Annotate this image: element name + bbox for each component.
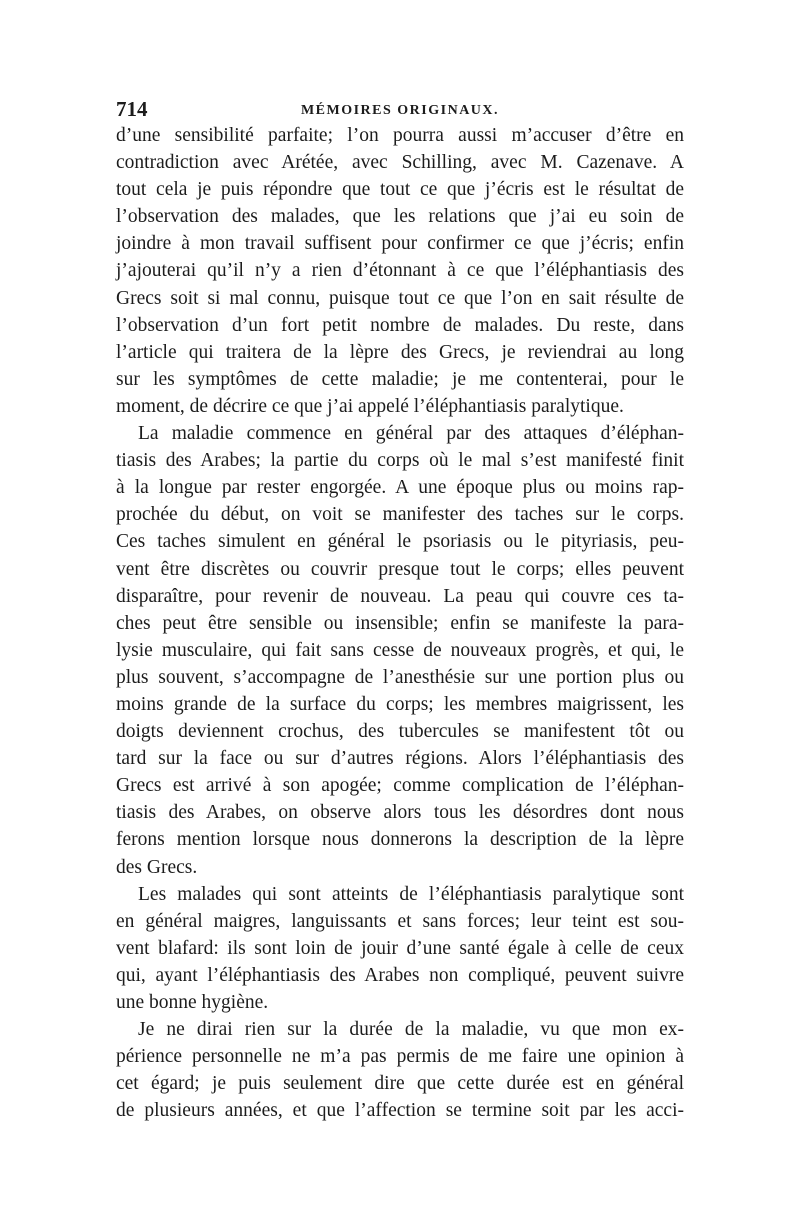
text-line: tout cela je puis répondre que tout ce que j’écris est le résultat de — [116, 179, 684, 201]
running-head: MÉMOIRES ORIGINAUX. — [300, 103, 500, 118]
paragraph — [116, 881, 684, 1016]
text-line: moins grande de la surface du corps; les membres maigrissent, les — [116, 693, 684, 715]
text-line: lysie musculaire, qui fait sans cesse de nouveaux progrès, et qui, le — [116, 639, 684, 661]
text-line: d’une sensibilité parfaite; l’on pourra aussi m’accuser d’être en — [116, 125, 684, 146]
text-line: tiasis des Arabes, on observe alors tous les désordres dont nous — [116, 802, 684, 824]
text-line: l’article qui traitera de la lèpre des Grecs, je reviendrai au long — [116, 341, 684, 363]
text-line: sur les symptômes de cette maladie; je me contenterai, pour le — [116, 368, 684, 390]
book-page — [116, 96, 684, 1124]
text-line: à la longue par rester engorgée. A une époque plus ou moins rap- — [116, 477, 684, 499]
text-line: vent blafard: ils sont loin de jouir d’une santé égale à celle de ceux — [116, 937, 684, 959]
text-line: prochée du début, on voit se manifester des taches sur le corps. — [116, 504, 684, 526]
body-text — [116, 122, 684, 1124]
text-line: des Grecs. — [116, 856, 198, 878]
text-line: Grecs est arrivé à son apogée; comme complication de l’éléphan- — [116, 775, 684, 797]
text-line: cet égard; je puis seulement dire que cette durée est en général — [116, 1073, 684, 1095]
text-line: Je ne dirai rien sur la durée de la maladie, vu que mon ex- — [138, 1019, 684, 1041]
text-line: La maladie commence en général par des attaques d’éléphan- — [138, 423, 684, 445]
text-line: ches peut être sensible ou insensible; enfin se manifeste la para- — [116, 612, 684, 634]
text-line: Grecs soit si mal connu, puisque tout ce que l’on en sait résulte de — [116, 287, 684, 309]
text-line: en général maigres, languissants et sans forces; leur teint est sou- — [116, 910, 684, 932]
text-line: tiasis des Arabes; la partie du corps où le mal s’est manifesté finit — [116, 450, 684, 472]
paragraph — [116, 122, 684, 420]
text-line: contradiction avec Arétée, avec Schilling, avec M. Cazenave. A — [116, 152, 684, 174]
page-number: 714 — [116, 97, 148, 121]
text-line: de plusieurs années, et que l’affection se termine soit par les acci- — [116, 1100, 684, 1122]
text-line: l’observation des malades, que les relations que j’ai eu soin de — [116, 206, 684, 228]
text-line: périence personnelle ne m’a pas permis de me faire une opinion à — [116, 1046, 684, 1068]
text-line: une bonne hygiène. — [116, 992, 269, 1013]
text-line: doigts deviennent crochus, des tubercules se manifestent tôt ou — [116, 721, 684, 743]
text-line: tard sur la face ou sur d’autres régions. Alors l’éléphantiasis des — [116, 748, 684, 770]
text-line: plus souvent, s’accompagne de l’anesthésie sur une portion plus ou — [116, 666, 684, 688]
text-line: vent être discrètes ou couvrir presque tout le corps; elles peuvent — [116, 558, 684, 580]
text-line: moment, de décrire ce que j’ai appelé l’éléphantiasis paralytique. — [116, 395, 624, 417]
text-line: l’observation d’un fort petit nombre de malades. Du reste, dans — [116, 314, 684, 336]
page-header — [116, 96, 684, 122]
text-line: disparaître, pour revenir de nouveau. La peau qui couvre ces ta- — [116, 585, 684, 607]
text-line: ferons mention lorsque nous donnerons la description de la lèpre — [116, 829, 684, 851]
text-line: Ces taches simulent en général le psoriasis ou le pityriasis, peu- — [116, 531, 684, 553]
paragraph — [116, 420, 684, 881]
text-line: joindre à mon travail suffisent pour confirmer ce que j’écris; enfin — [116, 233, 684, 255]
text-line: qui, ayant l’éléphantiasis des Arabes non compliqué, peuvent suivre — [116, 964, 684, 986]
paragraph — [116, 1016, 684, 1124]
text-line: j’ajouterai qu’il n’y a rien d’étonnant à ce que l’éléphantiasis des — [116, 260, 684, 282]
text-line: Les malades qui sont atteints de l’éléphantiasis paralytique sont — [138, 883, 684, 905]
